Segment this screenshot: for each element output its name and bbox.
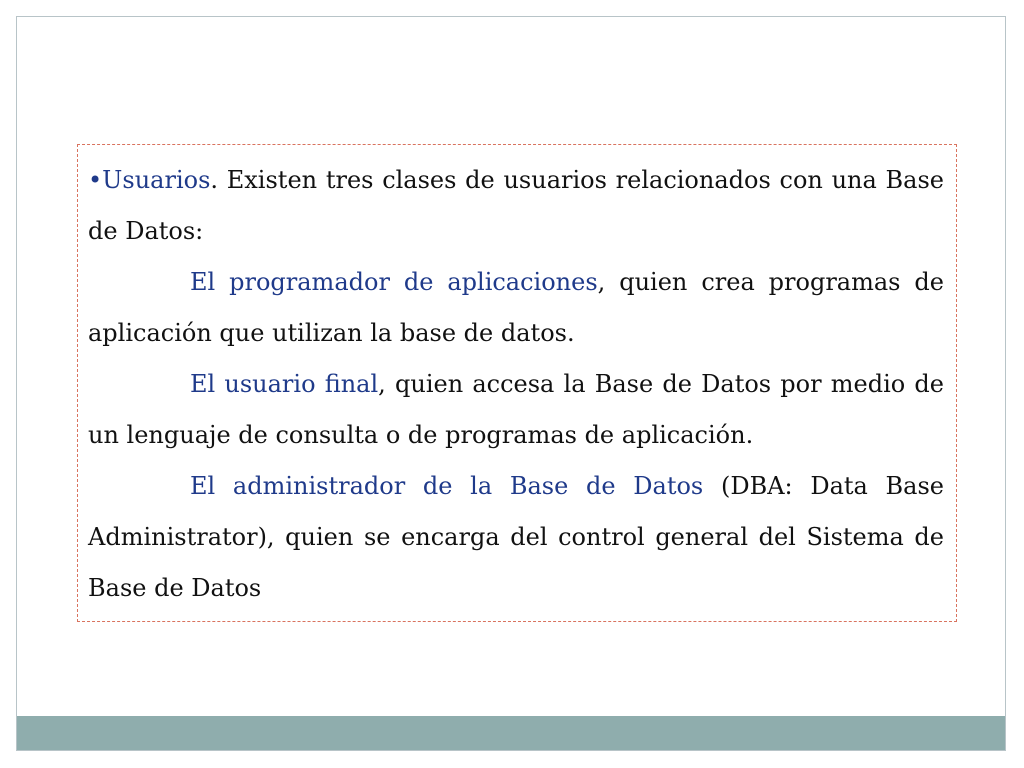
intro-paragraph <box>88 155 944 257</box>
footer-band <box>17 716 1005 750</box>
item-text: , quien accesa la Base de Datos por medio de un lenguaje de consulta o de programas de aplicación. <box>88 370 944 449</box>
item-usuario-final <box>88 359 944 461</box>
item-administrador <box>88 461 944 614</box>
intro-term: Usuarios <box>102 166 211 194</box>
item-term: El administrador de la Base de Datos <box>190 472 704 500</box>
item-term: El programador de aplicaciones <box>190 268 598 296</box>
bullet-marker: • <box>88 166 103 194</box>
item-term: El usuario final <box>190 370 379 398</box>
intro-text: . Existen tres clases de usuarios relacionados con una Base de Datos: <box>88 166 944 245</box>
item-text: (DBA: Data Base Administrator), quien se encarga del control general del Sistema de Base de Datos <box>88 472 944 602</box>
item-text: , quien crea programas de aplicación que utilizan la base de datos. <box>88 268 945 347</box>
content-text-box <box>77 144 957 622</box>
item-programador <box>88 257 944 359</box>
